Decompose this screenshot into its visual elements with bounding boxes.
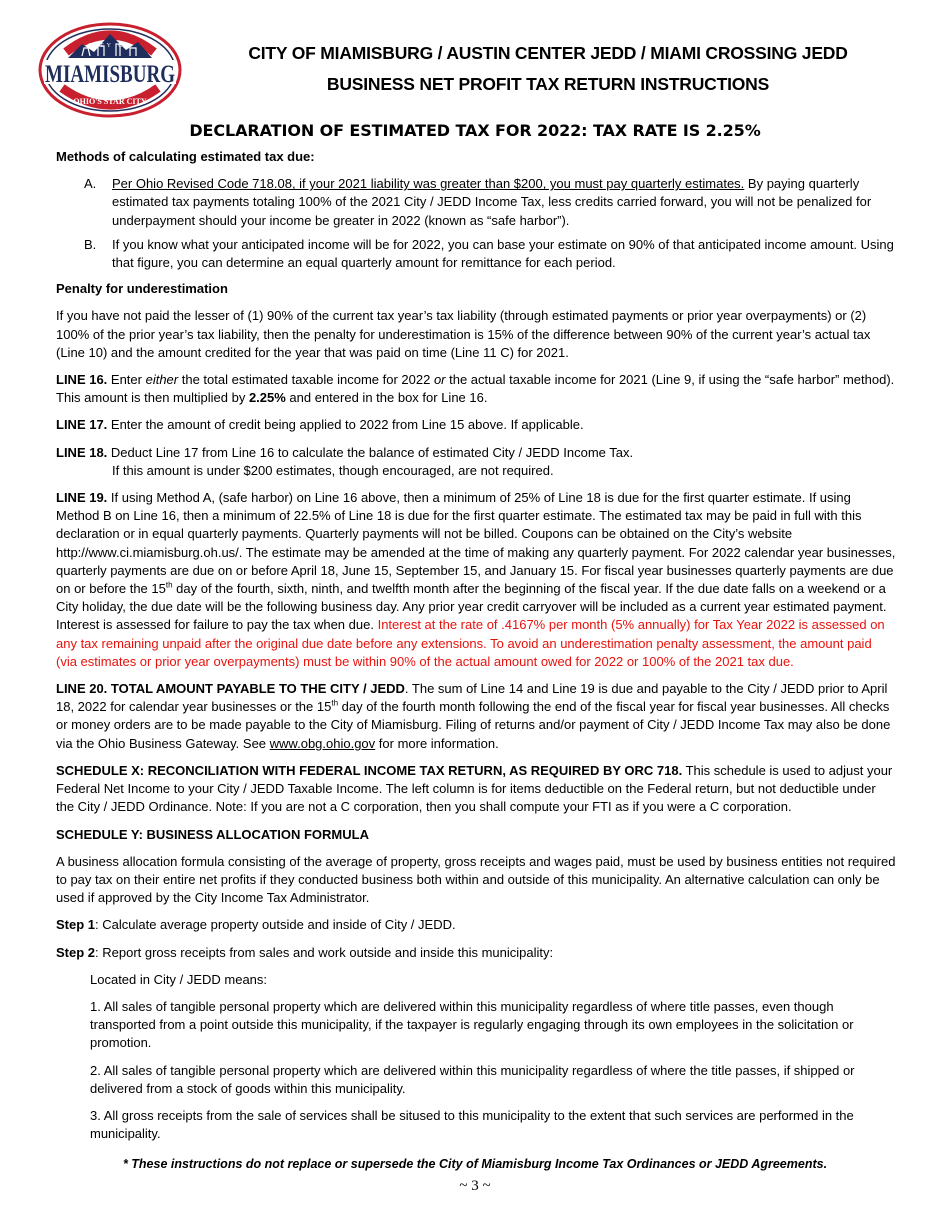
- schedule-x-label: SCHEDULE X: RECONCILIATION WITH FEDERAL INCOME TAX RETURN, AS REQUIRED BY ORC 718.: [56, 762, 683, 778]
- step1-label: Step 1: [56, 917, 96, 933]
- method-a-text: By paying quarterly estimated tax payments totaling 100% of the 2021 City / JEDD Income Tax, less credits carried forward, you will not be penalized for underpayment should your income be greater in 2022 (known as “safe harbor”).: [112, 176, 872, 228]
- step1-text: : Calculate average property outside and inside of City / JEDD.: [95, 917, 456, 933]
- line16-label: LINE 16.: [56, 372, 108, 388]
- method-a: [56, 175, 896, 230]
- page-number: ~ 3 ~: [459, 1178, 491, 1194]
- located-heading: Located in City / JEDD means:: [90, 971, 268, 987]
- line19-text-2: day of the fourth, sixth, ninth, and twelfth month after the beginning of the fiscal year. If the due date falls on a weekend or a City holiday, the due date will be the following business day. Any prior year credit carryover will be included as a current year estimated payment. Interest is assessed for failure to pay the tax when due.: [56, 581, 887, 633]
- line17-label: LINE 17.: [56, 417, 108, 433]
- penalty-heading: Penalty for underestimation: [56, 281, 228, 297]
- schedule-y-text: A business allocation formula consisting of the average of property, gross receipts and wages paid, must be used by business entities not required to pay tax on their entire net profits if they conducted business both within and outside of this municipality. An alternative calculation can only be used if approved by the City Income Tax Administrator.: [56, 853, 896, 906]
- line16-text-2: the total estimated taxable income for 2022: [178, 372, 434, 388]
- instructions-body: [56, 148, 896, 1152]
- line17-paragraph: [56, 416, 896, 434]
- line17-text: Enter the amount of credit being applied to 2022 from Line 15 above. If applicable.: [107, 417, 584, 433]
- page-title-line1: CITY OF MIAMISBURG / AUSTIN CENTER JEDD / MIAMI CROSSING JEDD: [248, 43, 848, 63]
- line20-text-3: for more information.: [375, 735, 499, 751]
- line20-text-2: day of the fourth month following the end of the fiscal year for fiscal year businesses. All checks or money orders are to be made payable to the City of Miamisburg. Filing of returns and/or payment of City / JEDD Income Tax may also be done via the Ohio Business Gateway. See: [56, 699, 891, 751]
- method-a-marker: A.: [84, 176, 97, 192]
- line19-label: LINE 19.: [56, 490, 108, 506]
- line18-note: If this amount is under $200 estimates, though encouraged, are not required.: [112, 462, 554, 478]
- located-item-2: 2. All sales of tangible personal property which are delivered within this municipality regardless of where the title passes, if shipped or delivered from a stock of goods within this municipality.: [90, 1062, 855, 1096]
- obg-link[interactable]: www.obg.ohio.gov: [269, 735, 376, 751]
- footer-disclaimer: * These instructions do not replace or supersede the City of Miamisburg Income Tax Ordinances or JEDD Agreements.: [122, 1157, 828, 1171]
- line20-label: LINE 20. TOTAL AMOUNT PAYABLE TO THE CITY / JEDD: [56, 681, 405, 697]
- line19-text-1: If using Method A, (safe harbor) on Line 16 above, then a minimum of 25% of Line 18 is due for the first quarter estimate. If using Method B on Line 16, then a minimum of 22.5% of Line 18 is due for the first quarter estimate. The estimated tax may be paid in full with this declaration or in equal quarterly payments. Quarterly payments will not be billed. Coupons can be obtained on the City’s website http://www.ci.miamisburg.oh.us/. The estimate may be amended at the time of making any quarterly payment. For 2022 calendar year businesses, quarterly payments are due on or before April 18, June 15, September 15, and January 15. For fiscal year businesses quarterly payments are due on or before the 15: [56, 490, 896, 597]
- line16-rate: 2.25%: [248, 390, 286, 406]
- line16-text-1: Enter: [107, 372, 146, 388]
- logo-word: MIAMISBURG: [45, 61, 175, 88]
- schedule-x-text: This schedule is used to adjust your Federal Net Income to your City / JEDD Taxable Income. The left column is for items deductible on the Federal return, but not deductible under the City / JEDD Ordinance. Note: If you are not a C corporation, then you shall compute your FTI as if you were a C corporation.: [56, 762, 893, 815]
- line16-either: either: [145, 372, 179, 388]
- located-item-1: 1. All sales of tangible personal property which are delivered within this municipality regardless of where title passes, even though transported from a point outside this municipality, if the taxpayer is regularly engaging through its own employees in the solicitation or promotion.: [90, 998, 854, 1051]
- line20-sup: th: [331, 698, 339, 708]
- method-b-marker: B.: [84, 236, 97, 252]
- line16-paragraph: [56, 371, 896, 407]
- penalty-text: If you have not paid the lesser of (1) 90% of the current tax year’s tax liability (through estimated payments or prior year overpayments) or (2) 100% of the prior year’s tax liability, then the penalty for underestimation is 15% of the difference between 90% of the current year’s actual tax (Line 10) and the amount credited for the year that was paid on time (Line 11 C) for 2021.: [56, 308, 871, 360]
- logo-arc-text: CITY OF: [88, 43, 132, 49]
- step2-text: : Report gross receipts from sales and work outside and inside this municipality:: [95, 944, 554, 960]
- line18-label: LINE 18.: [56, 444, 108, 460]
- line16-text-4: and entered in the box for Line 16.: [285, 390, 488, 406]
- line20-paragraph: [56, 680, 896, 753]
- method-a-underlined: Per Ohio Revised Code 718.08, if your 2021 liability was greater than $200, you must pay quarterly estimates.: [112, 176, 745, 192]
- step2-label: Step 2: [56, 944, 96, 960]
- page-title-line2: BUSINESS NET PROFIT TAX RETURN INSTRUCTIONS: [326, 74, 770, 94]
- schedule-y-heading: SCHEDULE Y: BUSINESS ALLOCATION FORMULA: [56, 826, 369, 842]
- line19-sup: th: [165, 580, 173, 590]
- method-b: [56, 236, 896, 272]
- schedule-x-paragraph: [56, 762, 896, 817]
- line19-interest-warning: Interest at the rate of .4167% per month (5% annually) for Tax Year 2022 is assessed on any tax remaining unpaid after the original due date before any extensions. To avoid an underestimation penalty assessment, the amount paid (via estimates or prior year overpayments) must be within 90% of the actual amount owed for 2022 or 100% of the 2021 tax due.: [56, 617, 885, 669]
- line16-or: or: [433, 372, 446, 388]
- line16-text-3: the actual taxable income for 2021 (Line 9, if using the “safe harbor” method). This amount is then multiplied by: [56, 372, 895, 406]
- step2-paragraph: [56, 944, 896, 962]
- methods-heading: Methods of calculating estimated tax due:: [56, 149, 315, 164]
- step1-paragraph: [56, 916, 896, 934]
- located-item-3: 3. All gross receipts from the sale of services shall be sitused to this municipality to the extent that such services are performed in the municipality.: [90, 1107, 854, 1142]
- methods-list: [56, 175, 896, 272]
- logo-tagline: OHIO'S STAR CITY: [73, 97, 147, 106]
- miamisburg-city-logo: [38, 22, 184, 118]
- method-b-text: If you know what your anticipated income will be for 2022, you can base your estimate on 90% of that anticipated income amount. Using that figure, you can determine an equal quarterly amount for remittance for each period.: [112, 236, 894, 271]
- line19-paragraph: [56, 489, 896, 671]
- line20-text-1: . The sum of Line 14 and Line 19 is due and payable to the City / JEDD prior to April 18, 2022 for calendar year businesses or the 15: [56, 681, 888, 715]
- line18-paragraph: [56, 444, 896, 480]
- line18-text: Deduct Line 17 from Line 16 to calculate the balance of estimated City / JEDD Income Tax.: [107, 444, 634, 460]
- declaration-subtitle: DECLARATION OF ESTIMATED TAX FOR 2022: TAX RATE IS 2.25%: [189, 121, 761, 140]
